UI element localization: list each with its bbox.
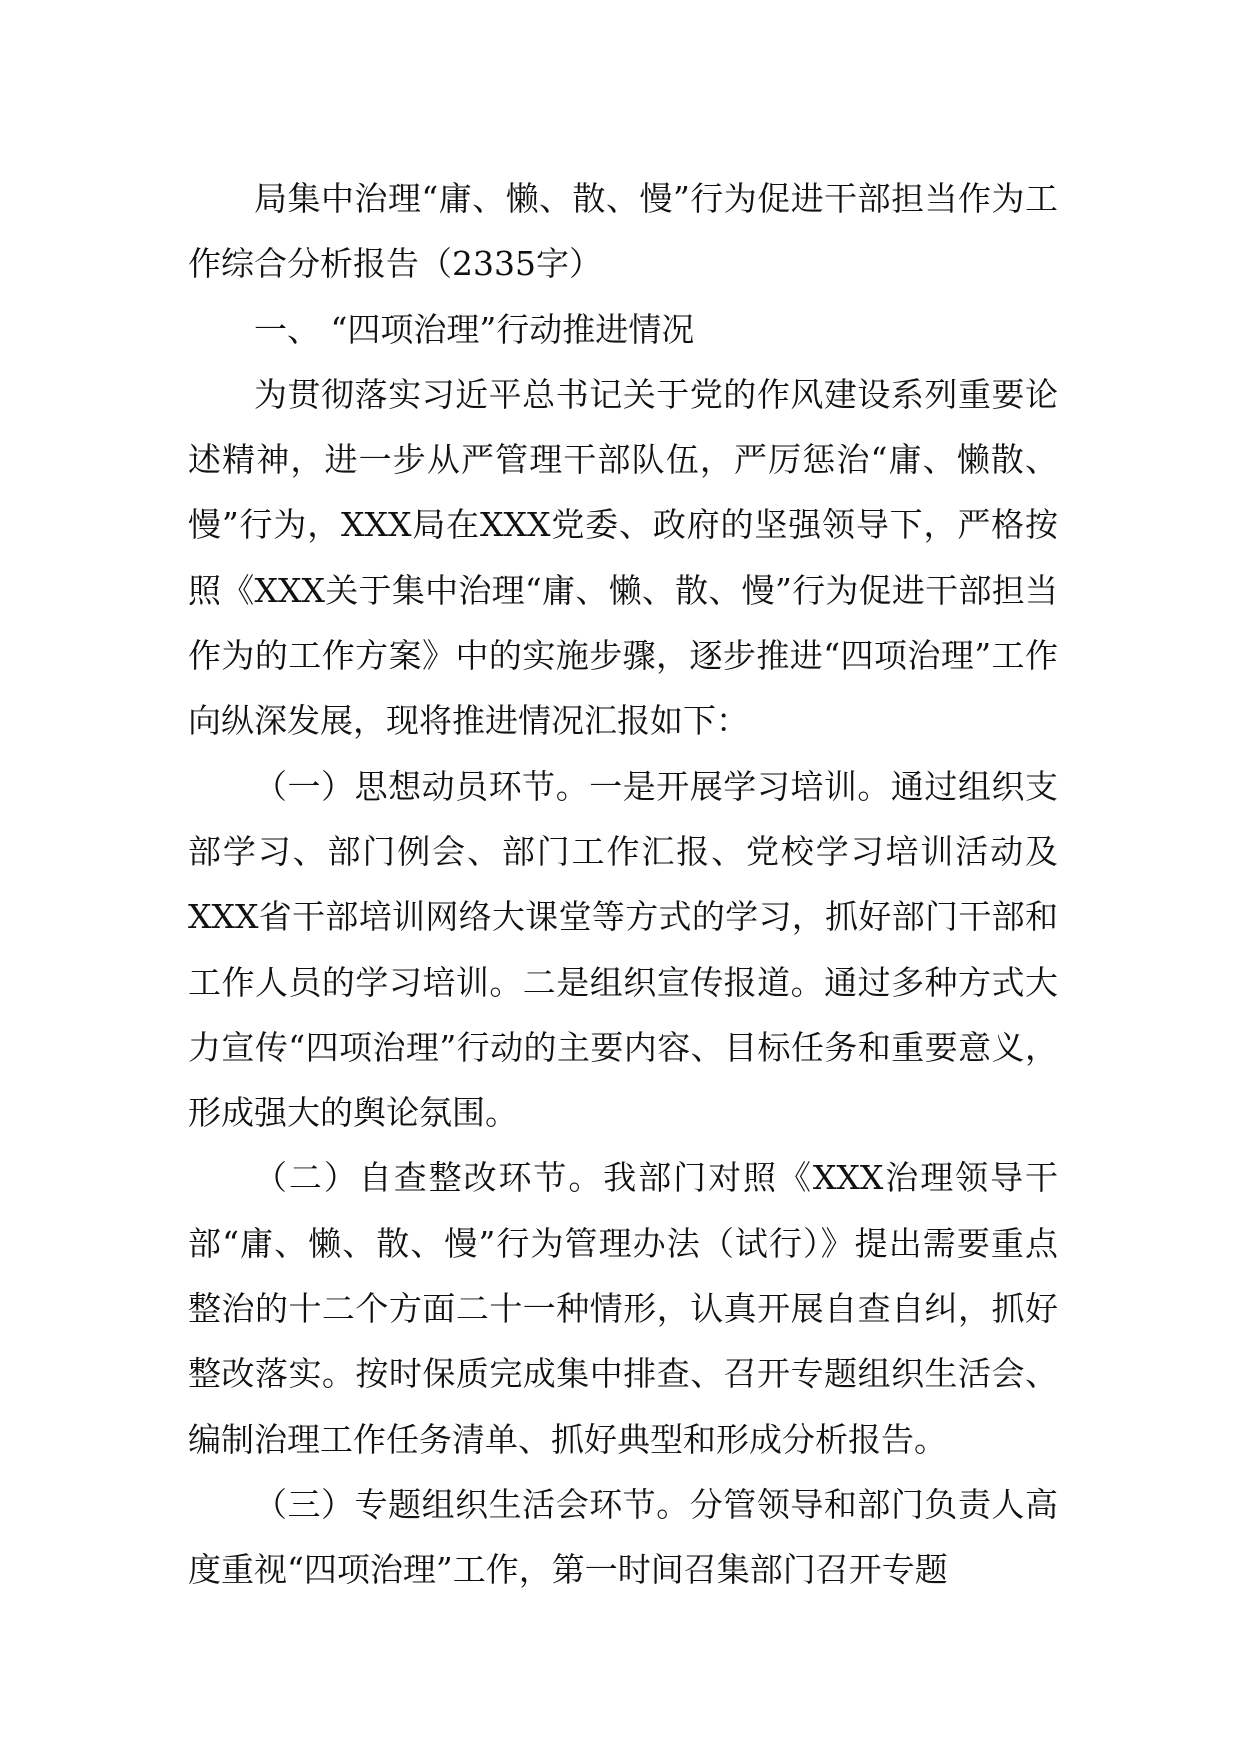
paragraph-special-meeting: （三）专题组织生活会环节。分管领导和部门负责人高度重视“四项治理”工作，第一时间召集部门召开专题	[188, 1484, 1058, 1590]
document-title: 局集中治理“庸、懒、散、慢”行为促进干部担当作为工作综合分析报告（2335字）	[188, 179, 1058, 284]
paragraph-self-inspection: （二）自查整改环节。我部门对照《XXX治理领导干部“庸、懒、散、慢”行为管理办法（试行）》提出需要重点整治的十二个方面二十一种情形，认真开展自查自纠，抓好整改落实。按时保质完成集中排查、召开专题组织生活会、编制治理工作任务清单、抓好典型和形成分析报告。	[188, 1158, 1058, 1459]
section-heading: 一、 “四项治理”行动推进情况	[254, 309, 695, 349]
paragraph-intro: 为贯彻落实习近平总书记关于党的作风建设系列重要论述精神，进一步从严管理干部队伍，严厉惩治“庸、懒散、慢”行为，XXX局在XXX党委、政府的坚强领导下，严格按照《XXX关于集中治理“庸、懒、散、慢”行为促进干部担当作为的工作方案》中的实施步骤，逐步推进“四项治理”工作向纵深发展，现将推进情况汇报如下：	[188, 374, 1058, 741]
document-body	[188, 166, 1058, 1603]
paragraph-mobilization: （一）思想动员环节。一是开展学习培训。通过组织支部学习、部门例会、部门工作汇报、党校学习培训活动及XXX省干部培训网络大课堂等方式的学习，抓好部门干部和工作人员的学习培训。二是组织宣传报道。通过多种方式大力宣传“四项治理”行动的主要内容、目标任务和重要意义，形成强大的舆论氛围。	[188, 766, 1058, 1133]
